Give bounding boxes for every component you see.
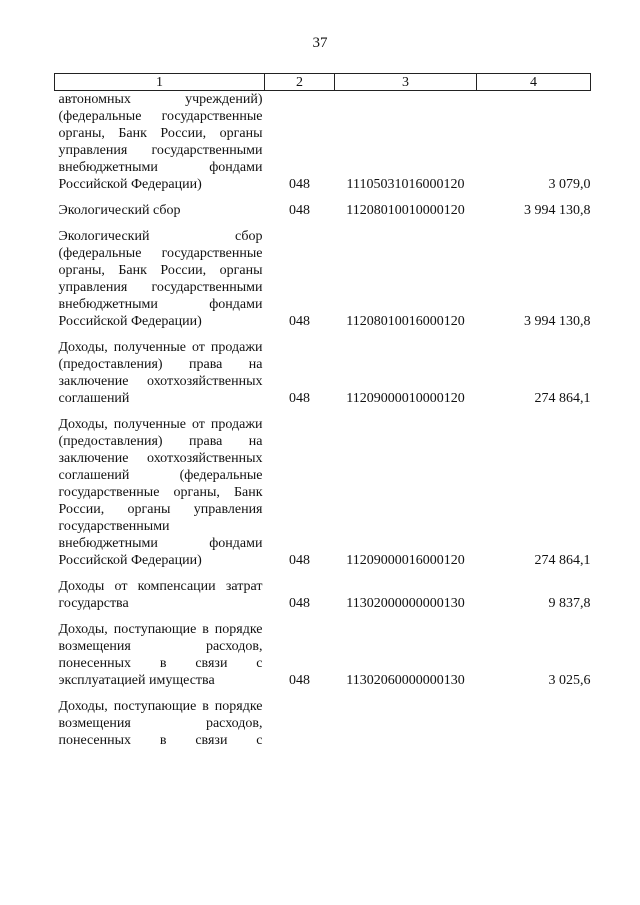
amount: 3 994 130,8 bbox=[524, 203, 591, 218]
admin-code: 048 bbox=[289, 391, 310, 406]
budget-classification-code: 11105031016000120 bbox=[346, 177, 465, 192]
column-header-4: 4 bbox=[477, 74, 591, 91]
table-row bbox=[55, 193, 591, 219]
table-row bbox=[55, 219, 591, 330]
budget-classification-code: 11302000000000130 bbox=[346, 596, 465, 611]
amount: 3 079,0 bbox=[548, 177, 591, 192]
budget-classification-code: 11302060000000130 bbox=[346, 673, 465, 688]
table-row bbox=[55, 569, 591, 612]
revenue-table bbox=[54, 73, 591, 749]
amount: 3 025,6 bbox=[548, 673, 591, 688]
admin-code: 048 bbox=[289, 673, 310, 688]
budget-classification-code bbox=[335, 689, 477, 749]
column-header-3: 3 bbox=[335, 74, 477, 91]
revenue-name: Доходы от компенсации затрат государства bbox=[58, 579, 263, 611]
amount: 274 864,1 bbox=[534, 553, 591, 568]
budget-classification-code: 11209000016000120 bbox=[346, 553, 465, 568]
revenue-name: Доходы, поступающие в порядке возмещения расходов, понесенных в связи с эксплуатацией имущества bbox=[58, 622, 263, 688]
budget-classification-code: 11209000010000120 bbox=[346, 391, 465, 406]
revenue-name: Доходы, полученные от продажи (предоставления) права на заключение охотхозяйственных соглашений (федеральные государственные органы, Банк России, органы управления государственными внебюджетными фондами Российской Федерации) bbox=[58, 417, 263, 568]
admin-code: 048 bbox=[289, 596, 310, 611]
table-row bbox=[55, 91, 591, 194]
table-row bbox=[55, 689, 591, 749]
amount: 274 864,1 bbox=[534, 391, 591, 406]
table-row bbox=[55, 330, 591, 407]
admin-code: 048 bbox=[289, 177, 310, 192]
column-header-1: 1 bbox=[55, 74, 265, 91]
revenue-name: Экологический сбор bbox=[58, 203, 181, 218]
revenue-name: Доходы, полученные от продажи (предоставления) права на заключение охотхозяйственных соглашений bbox=[58, 340, 263, 406]
admin-code: 048 bbox=[289, 553, 310, 568]
amount: 9 837,8 bbox=[548, 596, 591, 611]
table-row bbox=[55, 407, 591, 569]
table-row bbox=[55, 612, 591, 689]
budget-classification-code: 11208010016000120 bbox=[346, 314, 465, 329]
amount bbox=[477, 689, 591, 749]
budget-classification-code: 11208010010000120 bbox=[346, 203, 465, 218]
revenue-name: автономных учреждений) (федеральные государственные органы, Банк России, органы управления государственными внебюджетными фондами Российской Федерации) bbox=[58, 92, 263, 192]
amount: 3 994 130,8 bbox=[524, 314, 591, 329]
revenue-name: Экологический сбор (федеральные государственные органы, Банк России, органы управления государственными внебюджетными фондами Российской Федерации) bbox=[58, 229, 263, 329]
revenue-name: Доходы, поступающие в порядке возмещения расходов, понесенных в связи с bbox=[58, 699, 263, 748]
admin-code bbox=[265, 689, 335, 749]
column-header-2: 2 bbox=[265, 74, 335, 91]
admin-code: 048 bbox=[289, 203, 310, 218]
admin-code: 048 bbox=[289, 314, 310, 329]
page-number: 37 bbox=[312, 35, 328, 51]
table-header-row bbox=[55, 74, 591, 91]
